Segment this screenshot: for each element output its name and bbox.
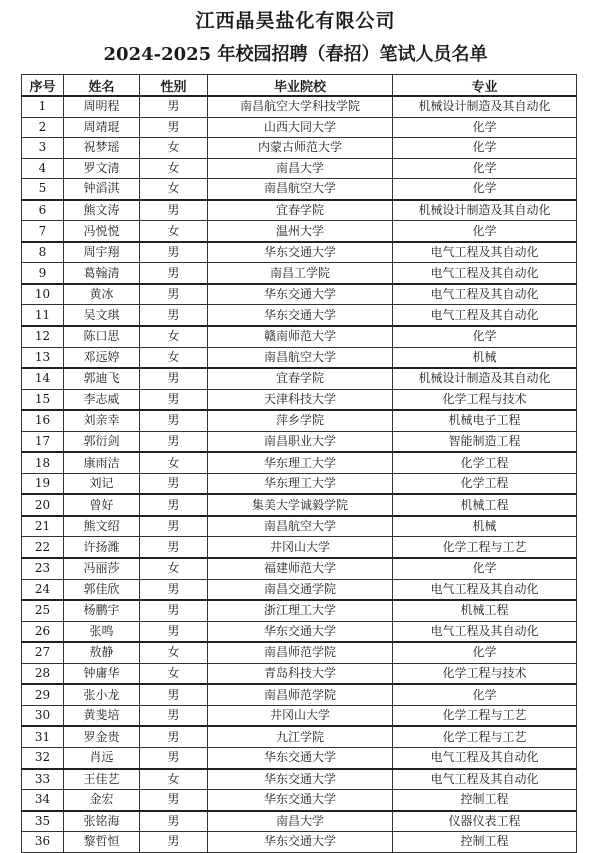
cell-school: 华东交通大学 — [208, 242, 393, 263]
table-row — [22, 431, 577, 452]
table-row — [22, 347, 577, 368]
cell-school: 华东理工大学 — [208, 452, 393, 473]
cell-number: 9 — [22, 263, 64, 284]
cell-number: 1 — [22, 96, 64, 117]
cell-school: 华东交通大学 — [208, 284, 393, 305]
cell-gender: 男 — [140, 263, 208, 284]
table-row — [22, 263, 577, 284]
cell-name: 张铭海 — [64, 811, 140, 832]
cell-major: 电气工程及其自动化 — [393, 305, 577, 326]
cell-name: 康雨洁 — [64, 452, 140, 473]
column-header-school: 毕业院校 — [208, 75, 393, 97]
cell-name: 黎哲恒 — [64, 832, 140, 853]
cell-school: 南昌大学 — [208, 158, 393, 179]
cell-major: 机械电子工程 — [393, 410, 577, 431]
cell-major: 控制工程 — [393, 832, 577, 853]
cell-school: 南昌工学院 — [208, 263, 393, 284]
cell-gender: 男 — [140, 368, 208, 389]
cell-gender: 男 — [140, 284, 208, 305]
table-row — [22, 705, 577, 726]
table-row — [22, 200, 577, 221]
cell-gender: 男 — [140, 705, 208, 726]
cell-gender: 女 — [140, 347, 208, 368]
cell-number: 30 — [22, 705, 64, 726]
cell-school: 萍乡学院 — [208, 410, 393, 431]
cell-school: 集美大学诚毅学院 — [208, 494, 393, 516]
cell-number: 21 — [22, 516, 64, 537]
column-header-number: 序号 — [22, 75, 64, 97]
table-row — [22, 494, 577, 516]
table-row — [22, 558, 577, 579]
table-row — [22, 138, 577, 159]
cell-name: 曾好 — [64, 494, 140, 516]
cell-major: 化学 — [393, 221, 577, 242]
cell-major: 化学工程与工艺 — [393, 726, 577, 747]
table-row — [22, 452, 577, 473]
cell-school: 南昌师范学院 — [208, 642, 393, 663]
cell-gender: 男 — [140, 96, 208, 117]
cell-school: 华东交通大学 — [208, 790, 393, 811]
cell-school: 华东理工大学 — [208, 473, 393, 494]
cell-number: 33 — [22, 769, 64, 790]
cell-gender: 男 — [140, 832, 208, 853]
cell-school: 南昌大学 — [208, 811, 393, 832]
cell-major: 化学 — [393, 326, 577, 347]
cell-name: 金宏 — [64, 790, 140, 811]
cell-gender: 男 — [140, 242, 208, 263]
table-row — [22, 284, 577, 305]
cell-major: 智能制造工程 — [393, 431, 577, 452]
cell-name: 周明程 — [64, 96, 140, 117]
cell-name: 刘记 — [64, 473, 140, 494]
cell-school: 宜春学院 — [208, 200, 393, 221]
table-row — [22, 96, 577, 117]
cell-school: 温州大学 — [208, 221, 393, 242]
cell-number: 19 — [22, 473, 64, 494]
cell-number: 26 — [22, 621, 64, 642]
table-row — [22, 473, 577, 494]
cell-gender: 男 — [140, 747, 208, 768]
table-body — [22, 96, 577, 852]
cell-major: 化学 — [393, 117, 577, 138]
cell-number: 13 — [22, 347, 64, 368]
cell-major: 化学工程与技术 — [393, 663, 577, 684]
column-header-major: 专业 — [393, 75, 577, 97]
cell-gender: 女 — [140, 663, 208, 684]
candidate-table — [21, 74, 577, 853]
cell-name: 周宇翔 — [64, 242, 140, 263]
cell-school: 南昌航空大学 — [208, 347, 393, 368]
cell-gender: 女 — [140, 642, 208, 663]
cell-major: 化学工程与技术 — [393, 389, 577, 410]
cell-gender: 男 — [140, 494, 208, 516]
table-row — [22, 516, 577, 537]
cell-number: 4 — [22, 158, 64, 179]
table-row — [22, 305, 577, 326]
cell-name: 肖远 — [64, 747, 140, 768]
cell-gender: 男 — [140, 431, 208, 452]
cell-major: 电气工程及其自动化 — [393, 769, 577, 790]
cell-gender: 男 — [140, 600, 208, 621]
table-row — [22, 663, 577, 684]
cell-number: 32 — [22, 747, 64, 768]
column-header-name: 姓名 — [64, 75, 140, 97]
cell-name: 王佳艺 — [64, 769, 140, 790]
cell-gender: 男 — [140, 537, 208, 558]
cell-number: 29 — [22, 684, 64, 705]
cell-major: 电气工程及其自动化 — [393, 242, 577, 263]
cell-name: 郭佳欣 — [64, 579, 140, 600]
cell-name: 冯丽莎 — [64, 558, 140, 579]
cell-gender: 男 — [140, 473, 208, 494]
cell-name: 吴文琪 — [64, 305, 140, 326]
cell-major: 机械工程 — [393, 494, 577, 516]
cell-school: 福建师范大学 — [208, 558, 393, 579]
cell-number: 15 — [22, 389, 64, 410]
cell-major: 化学 — [393, 558, 577, 579]
table-row — [22, 811, 577, 832]
cell-major: 仪器仪表工程 — [393, 811, 577, 832]
cell-major: 机械设计制造及其自动化 — [393, 200, 577, 221]
cell-gender: 男 — [140, 410, 208, 431]
cell-school: 华东交通大学 — [208, 621, 393, 642]
cell-school: 宜春学院 — [208, 368, 393, 389]
table-row — [22, 600, 577, 621]
cell-name: 杨鹏宇 — [64, 600, 140, 621]
cell-gender: 男 — [140, 811, 208, 832]
cell-gender: 男 — [140, 726, 208, 747]
table-row — [22, 368, 577, 389]
cell-number: 3 — [22, 138, 64, 159]
cell-major: 机械设计制造及其自动化 — [393, 368, 577, 389]
table-row — [22, 410, 577, 431]
cell-school: 南昌职业大学 — [208, 431, 393, 452]
cell-number: 20 — [22, 494, 64, 516]
cell-number: 5 — [22, 179, 64, 200]
cell-number: 16 — [22, 410, 64, 431]
cell-school: 天津科技大学 — [208, 389, 393, 410]
cell-major: 机械 — [393, 516, 577, 537]
cell-name: 熊文涛 — [64, 200, 140, 221]
table-row — [22, 158, 577, 179]
cell-major: 化学工程 — [393, 473, 577, 494]
table-row — [22, 389, 577, 410]
table-row — [22, 117, 577, 138]
cell-name: 钟庸华 — [64, 663, 140, 684]
cell-name: 钟滔淇 — [64, 179, 140, 200]
table-row — [22, 684, 577, 705]
cell-number: 6 — [22, 200, 64, 221]
table-row — [22, 221, 577, 242]
cell-name: 冯悦悦 — [64, 221, 140, 242]
cell-number: 8 — [22, 242, 64, 263]
cell-gender: 男 — [140, 790, 208, 811]
cell-school: 华东交通大学 — [208, 305, 393, 326]
cell-number: 14 — [22, 368, 64, 389]
cell-school: 井冈山大学 — [208, 705, 393, 726]
cell-major: 化学 — [393, 684, 577, 705]
cell-name: 熊文绍 — [64, 516, 140, 537]
cell-major: 化学 — [393, 158, 577, 179]
cell-school: 九江学院 — [208, 726, 393, 747]
cell-gender: 男 — [140, 684, 208, 705]
cell-name: 罗金贵 — [64, 726, 140, 747]
column-header-gender: 性别 — [140, 75, 208, 97]
cell-major: 机械 — [393, 347, 577, 368]
document-subtitle: 2024-2025 年校园招聘（春招）笔试人员名单 — [103, 44, 488, 65]
cell-school: 内蒙古师范大学 — [208, 138, 393, 159]
cell-major: 电气工程及其自动化 — [393, 621, 577, 642]
cell-school: 青岛科技大学 — [208, 663, 393, 684]
cell-school: 华东交通大学 — [208, 769, 393, 790]
table-row — [22, 790, 577, 811]
cell-name: 黄冰 — [64, 284, 140, 305]
table-row — [22, 769, 577, 790]
cell-number: 23 — [22, 558, 64, 579]
header-row — [22, 75, 577, 97]
table-row — [22, 726, 577, 747]
company-title: 江西晶昊盐化有限公司 — [195, 10, 396, 32]
cell-number: 31 — [22, 726, 64, 747]
cell-school: 浙江理工大学 — [208, 600, 393, 621]
cell-gender: 男 — [140, 200, 208, 221]
cell-school: 南昌航空大学科技学院 — [208, 96, 393, 117]
cell-name: 邓远婷 — [64, 347, 140, 368]
cell-number: 36 — [22, 832, 64, 853]
cell-school: 南昌航空大学 — [208, 179, 393, 200]
table-row — [22, 621, 577, 642]
cell-gender: 男 — [140, 389, 208, 410]
cell-name: 黄斐培 — [64, 705, 140, 726]
cell-number: 17 — [22, 431, 64, 452]
cell-number: 2 — [22, 117, 64, 138]
cell-major: 化学工程 — [393, 452, 577, 473]
cell-major: 化学 — [393, 642, 577, 663]
table-row — [22, 747, 577, 768]
table-row — [22, 537, 577, 558]
cell-gender: 女 — [140, 769, 208, 790]
cell-number: 7 — [22, 221, 64, 242]
cell-name: 张鸣 — [64, 621, 140, 642]
cell-name: 罗文清 — [64, 158, 140, 179]
cell-school: 井冈山大学 — [208, 537, 393, 558]
cell-major: 化学 — [393, 138, 577, 159]
cell-gender: 女 — [140, 221, 208, 242]
cell-gender: 男 — [140, 305, 208, 326]
cell-number: 10 — [22, 284, 64, 305]
cell-school: 南昌航空大学 — [208, 516, 393, 537]
cell-major: 控制工程 — [393, 790, 577, 811]
cell-number: 27 — [22, 642, 64, 663]
cell-number: 28 — [22, 663, 64, 684]
cell-gender: 女 — [140, 179, 208, 200]
table-row — [22, 179, 577, 200]
cell-major: 化学工程与工艺 — [393, 537, 577, 558]
cell-name: 张小龙 — [64, 684, 140, 705]
cell-major: 化学 — [393, 179, 577, 200]
cell-major: 化学工程与工艺 — [393, 705, 577, 726]
cell-gender: 女 — [140, 138, 208, 159]
cell-gender: 男 — [140, 117, 208, 138]
cell-school: 华东交通大学 — [208, 747, 393, 768]
table-row — [22, 832, 577, 853]
cell-number: 18 — [22, 452, 64, 473]
table-row — [22, 579, 577, 600]
table-row — [22, 326, 577, 347]
cell-major: 电气工程及其自动化 — [393, 263, 577, 284]
table-row — [22, 642, 577, 663]
cell-name: 许扬潍 — [64, 537, 140, 558]
cell-gender: 男 — [140, 579, 208, 600]
cell-number: 12 — [22, 326, 64, 347]
cell-gender: 女 — [140, 558, 208, 579]
cell-name: 刘亲幸 — [64, 410, 140, 431]
cell-number: 35 — [22, 811, 64, 832]
table-row — [22, 242, 577, 263]
cell-school: 南昌师范学院 — [208, 684, 393, 705]
cell-number: 25 — [22, 600, 64, 621]
cell-school: 华东交通大学 — [208, 832, 393, 853]
cell-major: 电气工程及其自动化 — [393, 579, 577, 600]
cell-major: 机械工程 — [393, 600, 577, 621]
cell-gender: 男 — [140, 516, 208, 537]
cell-major: 机械设计制造及其自动化 — [393, 96, 577, 117]
cell-number: 22 — [22, 537, 64, 558]
cell-school: 山西大同大学 — [208, 117, 393, 138]
cell-name: 敖静 — [64, 642, 140, 663]
cell-gender: 女 — [140, 326, 208, 347]
cell-gender: 女 — [140, 452, 208, 473]
cell-school: 南昌交通学院 — [208, 579, 393, 600]
cell-name: 周靖琨 — [64, 117, 140, 138]
cell-name: 郭衍剑 — [64, 431, 140, 452]
cell-number: 11 — [22, 305, 64, 326]
cell-number: 24 — [22, 579, 64, 600]
table-header — [22, 75, 577, 97]
cell-name: 祝梦瑶 — [64, 138, 140, 159]
cell-gender: 女 — [140, 158, 208, 179]
cell-major: 电气工程及其自动化 — [393, 284, 577, 305]
cell-gender: 男 — [140, 621, 208, 642]
cell-name: 陈口思 — [64, 326, 140, 347]
cell-name: 郭迪飞 — [64, 368, 140, 389]
cell-number: 34 — [22, 790, 64, 811]
cell-name: 李志威 — [64, 389, 140, 410]
cell-name: 葛翰清 — [64, 263, 140, 284]
cell-major: 电气工程及其自动化 — [393, 747, 577, 768]
cell-school: 赣南师范大学 — [208, 326, 393, 347]
